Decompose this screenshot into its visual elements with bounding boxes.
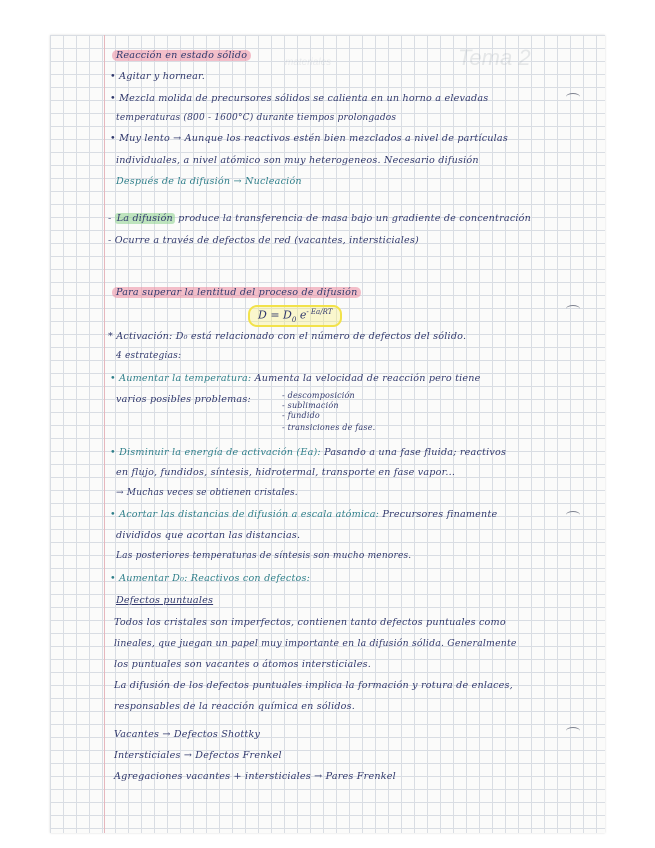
note-line: los puntuales son vacantes o átomos intersticiales. (114, 659, 371, 670)
note-line: varios posibles problemas: (116, 394, 251, 405)
d0-line: • Aumentar D₀: Reactivos con defectos: (110, 573, 311, 584)
section1-title-line (112, 50, 251, 61)
note-line: → Muchas veces se obtienen cristales. (116, 488, 298, 498)
diffusion-line: - La difusión produce la transferencia de masa bajo un gradiente de concentración (108, 213, 532, 224)
watermark-small: materiales (285, 57, 332, 68)
note-line: • Agitar y hornear. (110, 71, 206, 82)
watermark: Tema 2 (458, 45, 531, 70)
diffusion-highlight: La difusión (116, 213, 173, 224)
list-item: - sublimación (282, 401, 339, 410)
note-line: responsables de la reacción química en sólidos. (114, 701, 356, 712)
note-line: individuales, a nivel atómico son muy heterogeneos. Necesario difusión (116, 155, 479, 166)
note-line: • Mezcla molida de precursores sólidos se calienta en un horno a elevadas (110, 93, 489, 104)
note-line: • Muy lento → Aunque los reactivos estén bien mezclados a nivel de partículas (110, 133, 508, 144)
pair-line: Intersticiales → Defectos Frenkel (114, 750, 282, 761)
note-line: en flujo, fundidos, síntesis, hidrotermal, transporte en fase vapor... (116, 467, 456, 478)
notebook-page (50, 35, 605, 833)
ring-hole-mark (566, 727, 580, 735)
ring-hole-mark (566, 93, 580, 101)
distance-line: • Acortar las distancias de difusión a escala atómica: Precursores finamente (110, 509, 498, 520)
pair-line: Vacantes → Defectos Shottky (114, 729, 261, 740)
defects-heading: Defectos puntuales (116, 595, 214, 606)
section2-title-line (112, 287, 361, 298)
activation-line: * Activación: D₀ está relacionado con el número de defectos del sólido. (108, 331, 467, 342)
strategies-line: 4 estrategias: (116, 351, 182, 361)
note-line: Las posteriores temperaturas de síntesis son mucho menores. (116, 551, 412, 561)
note-line: lineales, que juegan un papel muy importante en la difusión sólida. Generalmente (114, 638, 517, 649)
pair-line: Agregaciones vacantes + intersticiales → Pares Frenkel (114, 771, 396, 782)
note-line: - Ocurre a través de defectos de red (vacantes, intersticiales) (108, 235, 419, 246)
section1-title: Reacción en estado sólido (112, 50, 251, 61)
margin-line (104, 35, 105, 833)
note-line: divididos que acortan las distancias. (116, 530, 301, 541)
diffusion-formula: $D = D_0$ $e^{- Ea/RT}$ (248, 305, 342, 327)
list-item: - fundido (282, 411, 320, 420)
note-line: Todos los cristales son imperfectos, contienen tanto defectos puntuales como (114, 617, 506, 628)
temperature-line: • Aumentar la temperatura: Aumenta la velocidad de reacción pero tiene (110, 373, 481, 384)
ring-hole-mark (566, 305, 580, 313)
section2-title: Para superar la lentitud del proceso de difusión (112, 287, 361, 298)
note-line: Después de la difusión → Nucleación (116, 176, 302, 187)
list-item: - transiciones de fase. (282, 423, 376, 432)
activation-energy-line: • Disminuir la energía de activación (Ea): Pasando a una fase fluida; reactivos (110, 447, 507, 458)
note-line: La difusión de los defectos puntuales implica la formación y rotura de enlaces, (114, 680, 513, 691)
ring-hole-mark (566, 511, 580, 519)
note-line: temperaturas (800 - 1600°C) durante tiempos prolongados (116, 113, 397, 123)
list-item: - descomposición (282, 391, 355, 400)
